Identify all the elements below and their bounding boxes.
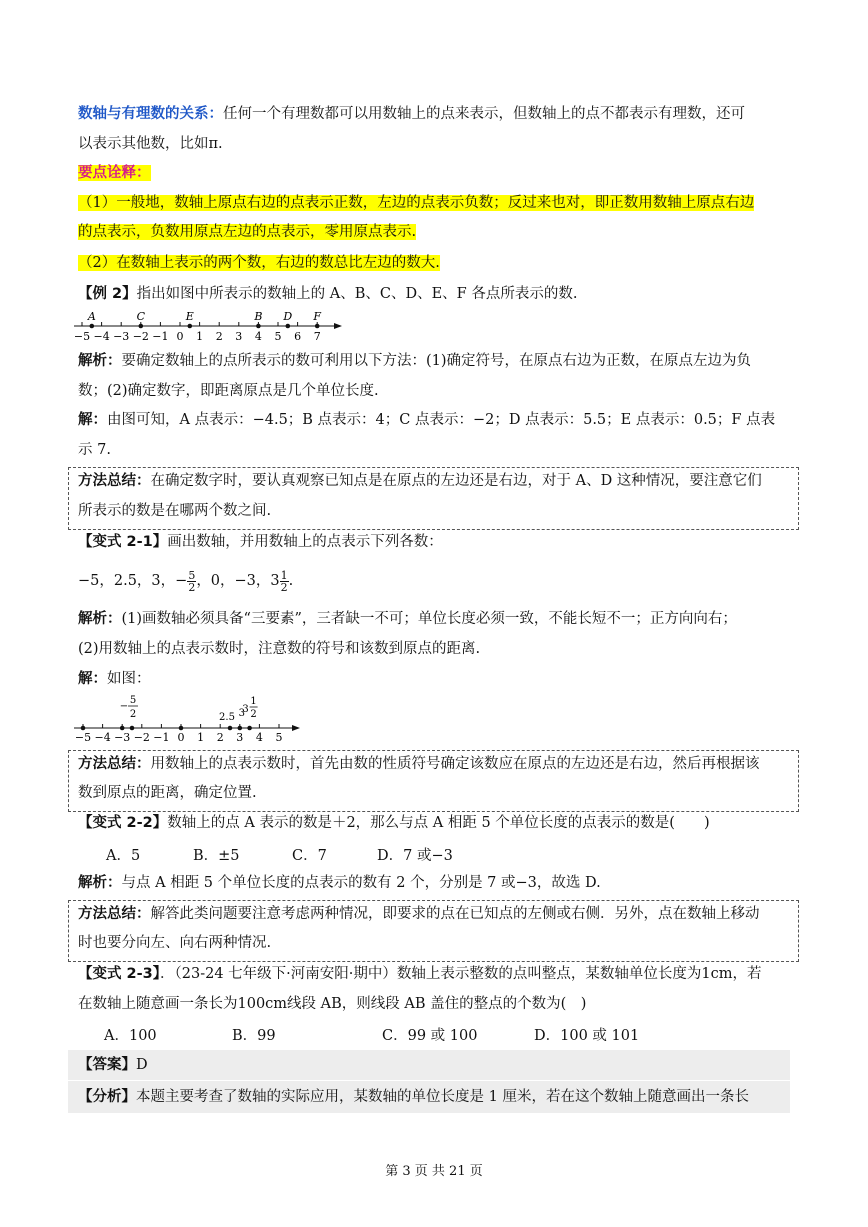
variant-2-2-analysis: 解析：与点 A 相距 5 个单位长度的点表示的数有 2 个，分别是 7 或−3，故选 D.: [78, 875, 601, 891]
variant-2-2-option-b: B．±5: [193, 848, 240, 864]
point-label-b: B: [254, 310, 263, 323]
relation-line-1: [78, 104, 745, 124]
point-e: [188, 324, 193, 329]
variant-2-2-option-d: D．7 或−3: [377, 848, 453, 864]
variant-2-2-option-a: A．5: [106, 848, 141, 864]
point-f: [315, 324, 320, 329]
tick-label: −5: [73, 330, 91, 343]
variant-2-3-option-c: C．99 或 100: [382, 1028, 478, 1044]
label-2-5: 2.5: [219, 712, 235, 723]
variant-2-1-question: 【变式 2-1】画出数轴，并用数轴上的点表示下列各数：: [78, 534, 443, 550]
variant-2-1-numbers: −5，2.5，3，− $\frac{5}{2}$ ，0，−3，3 $\frac{1}{2}$ .: [78, 568, 294, 594]
plotted-point: [120, 726, 125, 731]
variant-2-1-analysis-2: (2)用数轴上的点表示数时，注意数的符号和该数到原点的距离.: [78, 641, 481, 657]
answer-block: [68, 1050, 790, 1080]
axis-arrow: [334, 323, 342, 329]
method-summary-3-line-1: 方法总结：解答此类问题要注意考虑两种情况，即要求的点在已知点的左侧或右侧．另外，点在数轴上移动: [78, 906, 760, 922]
example-2-analysis-2: 数；(2)确定数字，即距离原点是几个单位长度.: [78, 383, 379, 399]
tick-label: −1: [153, 731, 170, 744]
tick-label: −3: [113, 330, 130, 343]
plotted-point: [179, 726, 184, 731]
tick-label: 7: [313, 330, 321, 343]
relation-text-1: 任何一个有理数都可以用数轴上的点来表示，但数轴上的点不都表示有理数，还可: [223, 106, 745, 122]
label-3-half-whole: 3: [242, 704, 249, 715]
key-point-1-line-2: 的点表示，负数用原点左边的点表示，零用原点表示.: [78, 224, 417, 240]
point-label-a: A: [87, 310, 96, 323]
point-a: [90, 324, 95, 329]
fraction-five-halves: $\frac{5}{2}$: [188, 568, 196, 594]
plotted-point: [130, 726, 135, 731]
plotted-point: [238, 726, 243, 731]
variant-2-3-question-2: 在数轴上随意画一条长为100cm线段 AB，则线段 AB 盖住的整点的个数为( ): [78, 996, 587, 1012]
variant-2-1-analysis-1: 解析：(1)画数轴必须具备“三要素”，三者缺一不可；单位长度必须一致，不能长短不一；正方向向右；: [78, 611, 737, 627]
point-d: [286, 324, 291, 329]
number-line-variant-2-1: [70, 692, 310, 744]
point-b: [256, 324, 261, 329]
tick-label: 4: [254, 330, 262, 343]
point-label-d: D: [283, 310, 293, 323]
variant-2-3-option-d: D．100 或 101: [534, 1028, 640, 1044]
tick-label: −3: [114, 731, 131, 744]
plotted-point: [81, 726, 86, 731]
relation-text-2: 以表示其他数，比如π.: [78, 136, 223, 152]
label-3: 3: [238, 708, 245, 719]
tick-label: 3: [236, 731, 244, 744]
axis-arrow: [292, 725, 300, 731]
label-3-half-numerator: 1: [250, 696, 257, 707]
example-2-analysis-1: 解析：要确定数轴上的点所表示的数可利用以下方法：(1)确定符号，在原点右边为正数，在原点左边为负: [78, 353, 752, 369]
label-neg-frac-numerator: 5: [129, 695, 137, 706]
tick-label: −4: [93, 330, 110, 343]
key-points-label: 要点诠释：: [78, 165, 151, 181]
tick-label: −1: [152, 330, 169, 343]
plotted-point: [247, 726, 252, 731]
tick-label: 5: [274, 330, 282, 343]
variant-2-1-solution: 解：如图：: [78, 671, 151, 687]
variant-2-3-question-1: 【变式 2-3】．（23-24 七年级下·河南安阳·期中）数轴上表示整数的点叫整点，某数轴单位长度为1cm，若: [78, 966, 762, 982]
number-line-example-2: [70, 306, 350, 346]
variant-2-2-question: 【变式 2-2】数轴上的点 A 表示的数是＋2，那么与点 A 相距 5 个单位长度的点表示的数是( ): [78, 815, 710, 831]
example-2-solution-1: 解：由图可知，A 点表示：−4.5；B 点表示：4；C 点表示：−2；D 点表示：5.5；E 点表示：0.5；F 点表: [78, 412, 776, 428]
variant-2-2-option-c: C．7: [292, 848, 327, 864]
method-summary-1-line-1: 方法总结：在确定数字时，要认真观察已知点是在原点的左边还是右边，对于 A、D 这种情况，要注意它们: [78, 473, 762, 489]
tick-label: 5: [275, 731, 283, 744]
tick-label: 6: [294, 330, 302, 343]
point-c: [139, 324, 144, 329]
key-point-2: （2）在数轴上表示的两个数，右边的数总比左边的数大.: [78, 255, 440, 271]
variant-2-3-option-a: A．100: [104, 1028, 157, 1044]
tick-label: 0: [177, 731, 185, 744]
point-label-f: F: [313, 310, 322, 323]
tick-label: 2: [216, 731, 224, 744]
analysis-line: 【分析】本题主要考查了数轴的实际应用，某数轴的单位长度是 1 厘米，若在这个数轴上随意画出一条长: [78, 1089, 749, 1105]
tick-label: −2: [132, 330, 149, 343]
point-label-c: C: [136, 310, 146, 323]
tick-label: 3: [235, 330, 243, 343]
label-neg-frac-sign: −: [119, 701, 129, 712]
page-footer: 第 3 页 共 21 页: [385, 1164, 483, 1179]
tick-label: 4: [255, 731, 263, 744]
variant-2-3-option-b: B．99: [232, 1028, 276, 1044]
tick-label: 1: [197, 731, 205, 744]
label-3-half-denominator: 2: [250, 709, 257, 720]
example-2-question: 【例 2】指出如图中所表示的数轴上的 A、B、C、D、E、F 各点所表示的数.: [78, 286, 578, 302]
label-neg-frac-denominator: 2: [129, 709, 137, 720]
tick-label: −2: [133, 731, 150, 744]
example-2-solution-2: 示 7.: [78, 442, 111, 458]
tick-label: −4: [94, 731, 111, 744]
tick-label: 1: [196, 330, 204, 343]
key-point-1-line-1: （1）一般地，数轴上原点右边的点表示正数，左边的点表示负数；反过来也对，即正数用数轴上原点右边: [78, 195, 755, 211]
method-summary-1-line-2: 所表示的数是在哪两个数之间.: [78, 503, 272, 519]
plotted-point: [228, 726, 233, 731]
fraction-one-half: $\frac{1}{2}$: [280, 568, 288, 594]
relation-label: 数轴与有理数的关系：: [78, 106, 223, 122]
point-label-e: E: [185, 310, 194, 323]
answer-line: 【答案】D: [78, 1057, 148, 1073]
tick-label: 2: [215, 330, 223, 343]
tick-label: 0: [176, 330, 184, 343]
method-summary-2-line-2: 数到原点的距离，确定位置.: [78, 785, 257, 801]
tick-label: −5: [74, 731, 92, 744]
method-summary-2-line-1: 方法总结：用数轴上的点表示数时，首先由数的性质符号确定该数应在原点的左边还是右边，然后再根据该: [78, 756, 760, 772]
method-summary-3-line-2: 时也要分向左、向右两种情况.: [78, 935, 272, 951]
